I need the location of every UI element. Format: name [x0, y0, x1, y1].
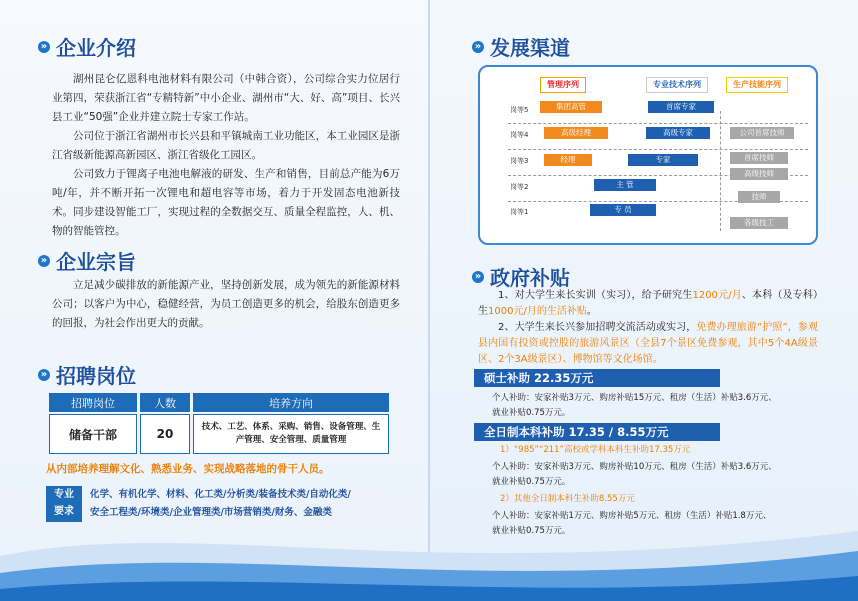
purpose-title: 企业宗旨	[56, 250, 136, 274]
jobs-slogan: 从内部培养理解文化、熟悉业务、实现战略落地的骨干人员。	[46, 463, 330, 475]
subsidy-heading	[472, 262, 570, 291]
jobs-heading	[38, 360, 136, 389]
col-header-direction: 培养方向	[193, 393, 389, 412]
subsidy-p1-e: 。	[586, 306, 597, 317]
cell-count: 20	[140, 414, 190, 454]
purpose-paragraph: 立足减少碳排放的新能源产业，坚持创新发展，成为领先的新能源材料公司；以客户为中心，稳健经营，为员工创造更多的机会，给股东创造更多的回报，为社会作出更大的贡献。	[52, 279, 400, 329]
level-label: 岗等3	[510, 157, 529, 165]
subsidy-title: 政府补贴	[490, 266, 570, 290]
level-divider	[508, 149, 808, 150]
subsidy-p1-a: 1、对大学生来长实训（实习），给予研究生	[498, 290, 693, 301]
channels-title: 发展渠道	[490, 36, 570, 60]
subsidy-p2-b: 免费办理旅游“护照”，参观县内国有投资或控股的旅游风景区（全县7个景区免费参观，其中5个4A级景区、2个3A级景区）、博物馆等文化场馆。	[478, 322, 818, 365]
bar-level4-production: 公司首席技师	[730, 127, 794, 139]
bar-level3-production-2: 高级技师	[730, 168, 788, 180]
subsidy-paragraph-1	[478, 288, 818, 320]
intro-title: 企业介绍	[56, 36, 136, 60]
bar-level4-management: 高级经理	[544, 127, 608, 139]
col-header-count: 人数	[140, 393, 190, 412]
subsidy-p2-a: 2、大学生来长兴参加招聘交流活动或实习，	[498, 322, 697, 333]
channels-heading	[472, 32, 570, 61]
chevron-right-icon: »	[38, 369, 50, 381]
subsidy-paragraph-2	[478, 320, 818, 368]
jobs-title: 招聘岗位	[56, 364, 136, 388]
bar-level3-technical: 专家	[628, 154, 698, 166]
level-label: 岗等5	[510, 106, 529, 114]
bar-level1-production: 各级技工	[730, 217, 788, 229]
chevron-right-icon: »	[38, 255, 50, 267]
chevron-right-icon: »	[472, 41, 484, 53]
subsidy-text	[478, 288, 818, 368]
major-label-1: 专业	[54, 489, 74, 500]
bar-level2-production: 技师	[738, 191, 780, 203]
bar-level5-management: 集团高管	[540, 101, 602, 113]
purpose-text	[52, 276, 400, 333]
career-path-chart	[478, 65, 818, 245]
master-detail-line-2: 就业补贴0.75万元。	[492, 408, 571, 418]
chevron-right-icon: »	[472, 271, 484, 283]
bar-level5-technical: 首席专家	[648, 101, 714, 113]
col-header-post: 招聘岗位	[49, 393, 137, 412]
bar-level1-management: 专 员	[590, 204, 656, 216]
bachelor-985-detail	[492, 460, 777, 490]
chevron-right-icon: »	[38, 41, 50, 53]
cell-post: 储备干部	[49, 414, 137, 454]
jobs-table	[46, 391, 392, 456]
head-technical: 专业技术序列	[646, 77, 708, 93]
majors-line-2: 安全工程类/环境类/企业管理类/市场营销类/财务、金融类	[90, 507, 332, 518]
level-label: 岗等1	[510, 208, 529, 216]
intro-paragraph-2: 公司位于浙江省湖州市长兴县和平镇城南工业功能区，本工业园区是浙江省级新能源高新园区、浙江省级化工园区。	[52, 130, 400, 161]
major-requirement-badge	[46, 486, 82, 522]
bachelor-other-title: 2）其他全日制本科生补助8.55万元	[500, 494, 635, 504]
head-management: 管理序列	[540, 77, 586, 93]
subsidy-p1-c: 、本科（及专科）生	[478, 290, 818, 317]
head-production: 生产技能序列	[726, 77, 788, 93]
purpose-heading	[38, 246, 136, 275]
b2-detail-line-1: 个人补助：安家补贴1万元、购房补贴5万元、租房（生活）补贴1.8万元、	[492, 511, 772, 521]
subsidy-p1-d: 1000元/月的生活补贴	[488, 306, 587, 317]
master-detail-line-1: 个人补助：安家补贴3万元、购房补贴15万元、租房（生活）补贴3.6万元、	[492, 393, 777, 403]
intro-paragraph-3: 公司致力于锂离子电池电解液的研发、生产和销售，目前总产能为6万吨/年，并不断开拓一次锂电和超电容等市场，着力于开发固态电池新技术。同步建设智能工厂，实现过程的全数据交互、质量全程监控，人、机、物的智能管控。	[52, 168, 400, 237]
cell-direction: 技术、工艺、体系、采购、销售、设备管理、生产管理、安全管理、质量管理	[193, 414, 389, 454]
majors-line-1: 化学、有机化学、材料、化工类/分析类/装备技术类/自动化类/	[90, 489, 351, 500]
major-label-2: 要求	[54, 506, 74, 517]
bachelor-subsidy-band: 全日制本科补助 17.35 / 8.55万元	[474, 423, 720, 441]
majors-text	[90, 486, 351, 522]
table-row	[49, 414, 389, 454]
intro-paragraph-1: 湖州昆仑亿恩科电池材料有限公司（中韩合资），公司综合实力位居行业第四，荣获浙江省“专精特新”中小企业、湖州市“大、好、高”项目、长兴县工业“50强”企业并建立院士专家工作站。	[52, 73, 400, 123]
bar-level3-production-1: 首席技师	[730, 152, 788, 164]
column-divider	[720, 111, 721, 231]
bachelor-985-title: 1）“985”“211”高校或学科本科生补助17.35万元	[500, 445, 691, 455]
bar-level3-management: 经理	[544, 154, 592, 166]
b1-detail-line-2: 就业补贴0.75万元。	[492, 477, 571, 487]
bar-level4-technical: 高级专家	[646, 127, 710, 139]
subsidy-p1-b: 1200元/月	[692, 290, 742, 301]
level-label: 岗等2	[510, 183, 529, 191]
b2-detail-line-2: 就业补贴0.75万元。	[492, 526, 571, 536]
level-divider	[508, 123, 808, 124]
bar-level2-management: 主 管	[594, 179, 656, 191]
bachelor-other-detail	[492, 509, 771, 539]
master-subsidy-band: 硕士补助 22.35万元	[474, 369, 720, 387]
intro-text	[52, 70, 400, 241]
b1-detail-line-1: 个人补助：安家补贴3万元、购房补贴10万元、租房（生活）补贴3.6万元、	[492, 462, 777, 472]
level-label: 岗等4	[510, 131, 529, 139]
master-subsidy-detail	[492, 391, 777, 421]
intro-heading	[38, 32, 136, 61]
